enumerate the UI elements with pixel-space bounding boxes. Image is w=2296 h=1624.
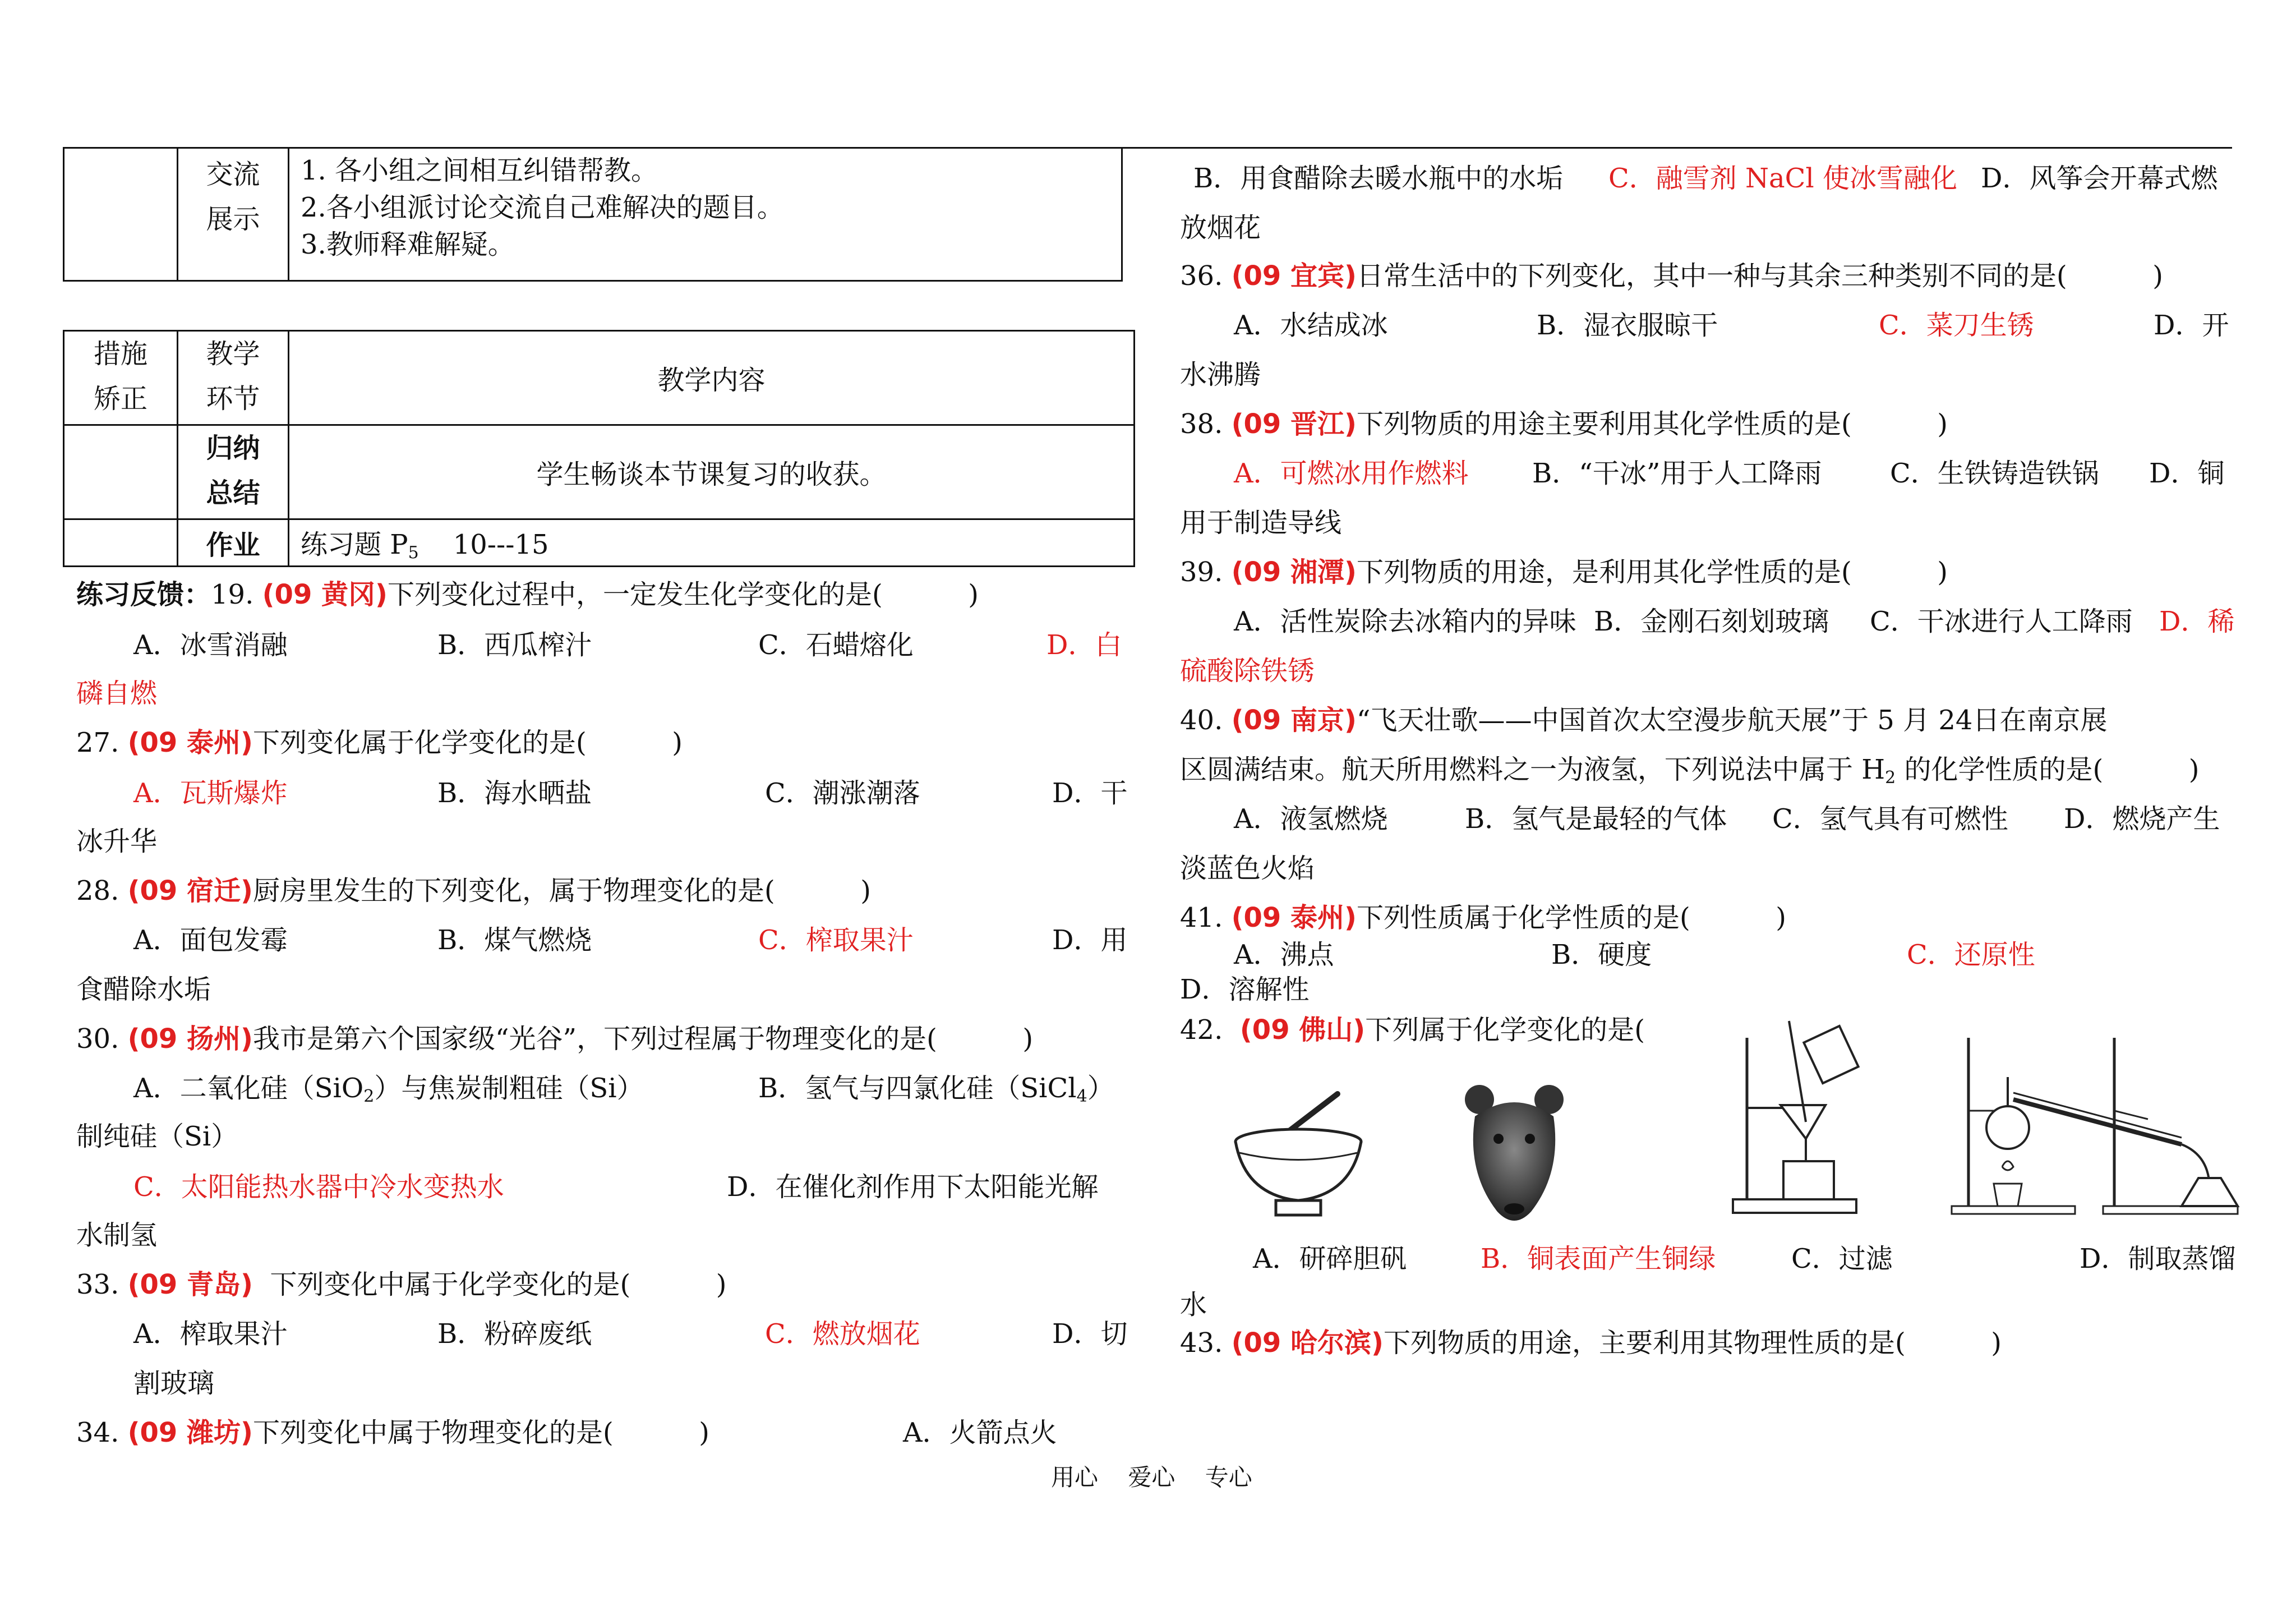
option-c: C．过滤 xyxy=(1791,1243,1893,1275)
question-30 xyxy=(76,1022,1033,1056)
stage-line-2: 展示 xyxy=(206,204,260,235)
teaching-table xyxy=(63,330,1135,567)
q-text: 下列变化中属于物理变化的是( ) xyxy=(252,1417,710,1448)
q-source: (09 晋江) xyxy=(1231,408,1357,440)
q-source: (09 泰州) xyxy=(127,727,253,758)
option-b: B．西瓜榨汁 xyxy=(437,629,592,661)
question-33 xyxy=(76,1268,727,1301)
option-a: A．火箭点火 xyxy=(903,1417,1057,1448)
summary-content-text: 学生畅谈本节课复习的收获。 xyxy=(536,459,887,490)
homework-text: 练习题 P xyxy=(301,529,408,560)
q-source: (09 青岛) xyxy=(127,1269,253,1300)
option-c-answer: C．菜刀生锈 xyxy=(1879,310,2034,341)
q-num: 41. xyxy=(1180,902,1232,933)
q-source: (09 潍坊) xyxy=(127,1417,253,1448)
q-num: 39. xyxy=(1180,556,1232,588)
q-source: (09 扬州) xyxy=(127,1023,253,1055)
option-c: C．生铁铸造铁锅 xyxy=(1890,458,2099,489)
subscript: 4 xyxy=(1076,1087,1087,1106)
q-source: (09 佛山) xyxy=(1239,1014,1366,1046)
summary-stage-l2: 总结 xyxy=(206,477,260,509)
option-a: A．榨取果汁 xyxy=(133,1318,288,1350)
option-b: B．氢气是最轻的气体 xyxy=(1465,803,1727,835)
q-num: 27. xyxy=(76,727,128,758)
option-d-answer-cont: 磷自燃 xyxy=(76,678,158,709)
stage-header xyxy=(178,331,289,425)
stage-header-l1: 教学 xyxy=(206,338,260,370)
option-d-answer: D．白 xyxy=(1046,629,1122,661)
option-b: B．用食醋除去暖水瓶中的水垢 xyxy=(1193,163,1564,194)
blank-cell xyxy=(64,148,178,281)
q-text: 区圆满结束。航天所用燃料之一为液氢，下列说法中属于 H xyxy=(1180,754,1885,785)
blank-cell xyxy=(64,519,178,567)
option-b: B．粉碎废纸 xyxy=(437,1318,592,1350)
q-source: (09 哈尔滨) xyxy=(1231,1327,1384,1359)
homework-range: 10---15 xyxy=(418,529,549,560)
option-b-text: B．氢气与四氯化硅（SiCl xyxy=(758,1073,1077,1104)
option-c-answer: C．融雪剂 NaCl 使冰雪融化 xyxy=(1608,163,1957,194)
distillation-apparatus-illustration xyxy=(1946,1027,2249,1223)
q-num: 34. xyxy=(76,1417,128,1448)
subscript: 2 xyxy=(1885,768,1896,788)
feedback-label: 练习反馈： xyxy=(76,579,211,610)
q-source: (09 湘潭) xyxy=(1231,556,1357,588)
option-a: A．研碎胆矾 xyxy=(1253,1243,1407,1275)
bronze-rat-head-illustration xyxy=(1464,1083,1565,1234)
question-38 xyxy=(1180,407,1948,441)
question-34 xyxy=(76,1416,709,1450)
q-text: 下列变化中属于化学变化的是( ) xyxy=(252,1269,727,1300)
mortar-pestle-illustration xyxy=(1228,1032,1368,1223)
option-b: B．煤气燃烧 xyxy=(437,924,592,956)
question-36 xyxy=(1180,259,2163,293)
measure-header-l1: 措施 xyxy=(93,338,147,370)
option-a: A．冰雪消融 xyxy=(133,629,288,661)
option-a-text: A．二氧化硅（SiO xyxy=(133,1073,364,1104)
option-b: B．海水晒盐 xyxy=(437,778,592,809)
q-num: 43. xyxy=(1180,1327,1232,1359)
option-d: D．在催化剂作用下太阳能光解 xyxy=(727,1171,1099,1203)
option-b: B．硬度 xyxy=(1551,939,1652,970)
option-c-answer: C．太阳能热水器中冷水变热水 xyxy=(133,1171,504,1203)
option-b-answer: B．铜表面产生铜绿 xyxy=(1481,1243,1716,1275)
option-a: A．沸点 xyxy=(1234,939,1334,970)
subscript: 2 xyxy=(363,1087,375,1106)
q-text: 日常生活中的下列变化，其中一种与其余三种类别不同的是( ) xyxy=(1356,260,2164,292)
option-d-cont: 割玻璃 xyxy=(133,1368,215,1399)
q-num: 38. xyxy=(1180,408,1232,440)
exchange-item: 1. 各小组之间相互纠错帮教。 xyxy=(301,155,658,186)
question-19 xyxy=(76,578,979,611)
content-header xyxy=(289,331,1135,425)
option-b-cont: 制纯硅（Si） xyxy=(76,1121,238,1152)
option-d-cont: 水 xyxy=(1180,1289,1207,1321)
summary-stage xyxy=(178,425,289,519)
q-text: 下列物质的用途主要利用其化学性质的是( ) xyxy=(1356,408,1948,440)
q-text: 下列物质的用途，主要利用其物理性质的是( ) xyxy=(1383,1327,2002,1359)
option-d-cont: 用于制造导线 xyxy=(1180,507,1342,539)
option-a-answer: A．瓦斯爆炸 xyxy=(133,778,288,809)
measure-header-l2: 矫正 xyxy=(93,383,147,415)
homework-content xyxy=(289,519,1135,567)
measure-header xyxy=(64,331,178,425)
option-a: A．水结成冰 xyxy=(1234,310,1388,341)
q-text: 我市是第六个国家级“光谷”，下列过程属于物理变化的是( ) xyxy=(252,1023,1034,1055)
q-num: 42. xyxy=(1180,1014,1240,1046)
option-d: D．溶解性 xyxy=(1180,974,1310,1005)
question-40 xyxy=(1180,703,2107,737)
exchange-items xyxy=(289,148,1122,281)
q-num: 33. xyxy=(76,1269,128,1300)
q-num: 28. xyxy=(76,875,128,907)
option-d: D．制取蒸馏 xyxy=(2080,1243,2236,1275)
q-source: (09 宜宾) xyxy=(1231,260,1357,292)
q-text: 下列变化属于化学变化的是( ) xyxy=(252,727,683,758)
q-num: 30. xyxy=(76,1023,128,1055)
q-text: 下列性质属于化学性质的是( ) xyxy=(1356,902,1787,933)
question-39 xyxy=(1180,555,1948,589)
q-text: 厨房里发生的下列变化，属于物理变化的是( ) xyxy=(252,875,872,907)
q-num: 36. xyxy=(1180,260,1232,292)
option-c: C．氢气具有可燃性 xyxy=(1772,803,2008,835)
q-text: 下列变化过程中，一定发生化学变化的是( ) xyxy=(388,579,979,610)
homework-label xyxy=(178,519,289,567)
option-c: C．干冰进行人工降雨 xyxy=(1870,606,2133,637)
content-header-text: 教学内容 xyxy=(657,365,766,396)
option-d-answer-cont: 硫酸除铁锈 xyxy=(1180,655,1315,687)
q-source: (09 泰州) xyxy=(1231,902,1357,933)
option-a: A．液氢燃烧 xyxy=(1234,803,1388,835)
option-d-cont: 淡蓝色火焰 xyxy=(1180,853,1315,884)
blank-cell xyxy=(64,425,178,519)
option-d: D．燃烧产生 xyxy=(2064,803,2220,835)
q-text: 下列物质的用途，是利用其化学性质的是( ) xyxy=(1356,556,1948,588)
question-27 xyxy=(76,726,683,760)
option-a xyxy=(133,1071,644,1114)
option-d-cont: 放烟花 xyxy=(1180,212,1261,243)
q-text: “飞天壮歌——中国首次太空漫步航天展”于 5 月 24日在南京展 xyxy=(1356,705,2108,736)
q-source: (09 宿迁) xyxy=(127,875,253,907)
question-28 xyxy=(76,874,871,908)
option-d: D．风筝会开幕式燃 xyxy=(1981,163,2218,194)
q-source: (09 南京) xyxy=(1231,705,1357,736)
exchange-item: 2.各小组派讨论交流自己难解决的题目。 xyxy=(301,192,784,223)
homework-label-text: 作业 xyxy=(206,530,260,561)
option-c: C．石蜡熔化 xyxy=(758,629,914,661)
exchange-item: 3.教师释难解疑。 xyxy=(301,229,515,260)
summary-content xyxy=(289,425,1135,519)
stage-header-l2: 环节 xyxy=(206,383,260,415)
option-c-answer: C．还原性 xyxy=(1907,939,2035,970)
q-num: 40. xyxy=(1180,705,1232,736)
option-d-cont: 食醋除水垢 xyxy=(76,974,211,1005)
option-d: D．切 xyxy=(1052,1318,1128,1350)
option-b: B．“干冰”用于人工降雨 xyxy=(1532,458,1822,489)
summary-stage-l1: 归纳 xyxy=(206,433,260,464)
option-a-text-cont: ）与焦炭制粗硅（Si） xyxy=(374,1073,644,1104)
option-c-answer: C．榨取果汁 xyxy=(758,924,914,956)
option-d-cont: 冰升华 xyxy=(76,826,158,857)
question-41 xyxy=(1180,901,1786,935)
option-c-answer: C．燃放烟花 xyxy=(765,1318,920,1350)
exchange-table xyxy=(63,147,1123,282)
option-b: B．金刚石刻划玻璃 xyxy=(1594,606,1829,637)
homework-sub: 5 xyxy=(408,543,419,563)
option-b-text-cont: ） xyxy=(1087,1073,1114,1104)
option-c: C．潮涨潮落 xyxy=(765,778,920,809)
option-d: D．铜 xyxy=(2149,458,2225,489)
option-a: A．活性炭除去冰箱内的异味 xyxy=(1234,606,1576,637)
q-num: 19. xyxy=(211,579,262,610)
q-text: 下列属于化学变化的是( xyxy=(1365,1014,1645,1046)
option-d-cont: 水制氢 xyxy=(76,1220,158,1251)
filtration-apparatus-illustration xyxy=(1727,1010,1873,1223)
q-source: (09 黄冈) xyxy=(262,579,388,610)
option-d: D．用 xyxy=(1052,924,1128,956)
question-43 xyxy=(1180,1326,2002,1360)
option-d: D．开 xyxy=(2154,310,2229,341)
option-a: A．面包发霉 xyxy=(133,924,288,956)
option-b xyxy=(758,1071,1114,1114)
q-text-cont: 的化学性质的是( ) xyxy=(1896,754,2200,785)
option-a-answer: A．可燃冰用作燃料 xyxy=(1234,458,1469,489)
question-40-line2 xyxy=(1180,753,2200,795)
option-d-answer: D．稀 xyxy=(2159,606,2235,637)
stage-cell xyxy=(178,148,289,281)
option-b: B．湿衣服晾干 xyxy=(1537,310,1718,341)
stage-line-1: 交流 xyxy=(206,159,260,190)
option-d-cont: 水沸腾 xyxy=(1180,359,1261,390)
option-d: D．干 xyxy=(1052,778,1128,809)
page-footer: 用心 爱心 专心 xyxy=(1051,1464,1252,1491)
